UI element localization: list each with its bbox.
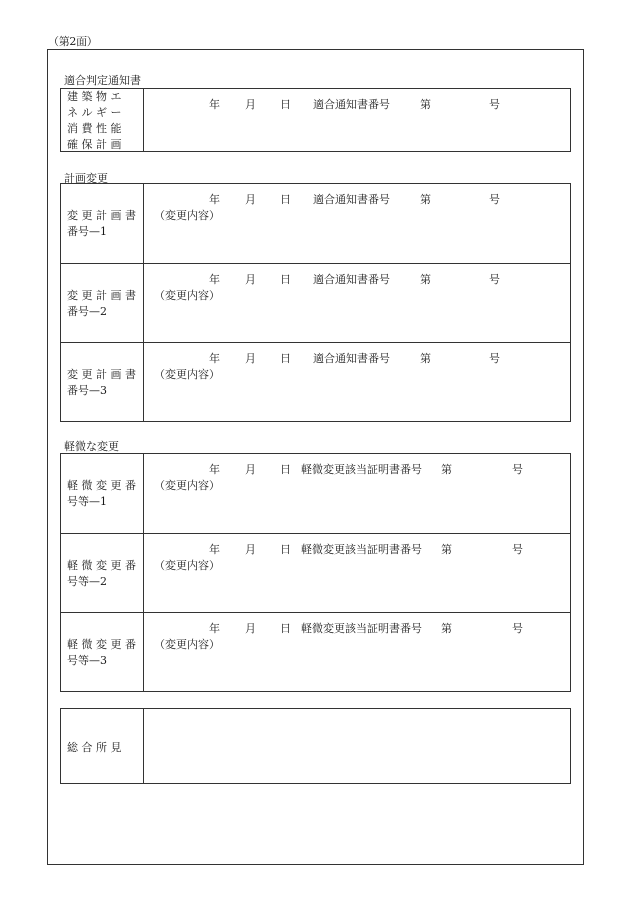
go-label: 号 xyxy=(512,543,523,556)
sogo-table xyxy=(60,708,571,784)
year-label: 年 xyxy=(209,273,220,286)
month-label: 月 xyxy=(245,98,256,111)
month-label: 月 xyxy=(245,622,256,635)
keikaku-row-label-line2: 番号—1 xyxy=(67,225,107,238)
dai-label: 第 xyxy=(420,273,431,286)
day-label: 日 xyxy=(280,273,291,286)
go-label: 号 xyxy=(489,273,500,286)
tekigo-label xyxy=(67,89,122,153)
year-label: 年 xyxy=(209,98,220,111)
year-label: 年 xyxy=(209,352,220,365)
keikaku-row-3 xyxy=(61,342,570,422)
dai-label: 第 xyxy=(420,98,431,111)
tekigo-label-line: 確 保 計 画 xyxy=(67,138,122,151)
section-title-tekigo: 適合判定通知書 xyxy=(64,74,141,87)
tekigo-label-cell xyxy=(61,89,144,151)
go-label: 号 xyxy=(512,622,523,635)
day-label: 日 xyxy=(280,98,291,111)
change-content-label: （変更内容） xyxy=(154,559,220,572)
notice-number-label: 適合通知書番号 xyxy=(313,352,390,365)
month-label: 月 xyxy=(245,352,256,365)
day-label: 日 xyxy=(280,352,291,365)
change-content-label: （変更内容） xyxy=(154,638,220,651)
tekigo-table xyxy=(60,88,571,152)
keikaku-row-label-line1: 変 更 計 画 書 xyxy=(67,209,136,222)
month-label: 月 xyxy=(245,273,256,286)
change-content-label: （変更内容） xyxy=(154,479,220,492)
keibi-row-3 xyxy=(61,612,570,692)
notice-number-label: 適合通知書番号 xyxy=(313,273,390,286)
year-label: 年 xyxy=(209,622,220,635)
dai-label: 第 xyxy=(420,352,431,365)
keikaku-row-label xyxy=(67,367,136,399)
keibi-row-label-line2: 号等—2 xyxy=(67,575,107,588)
tekigo-label-line: 消 費 性 能 xyxy=(67,122,122,135)
tekigo-label-line: ネ ル ギ ー xyxy=(67,106,122,119)
keikaku-row-label xyxy=(67,288,136,320)
keibi-row-label xyxy=(67,558,136,590)
day-label: 日 xyxy=(280,543,291,556)
keibi-row-2 xyxy=(61,533,570,613)
keibi-row-label-line1: 軽 微 変 更 番 xyxy=(67,479,136,492)
keibi-row-label-line1: 軽 微 変 更 番 xyxy=(67,638,136,651)
keibi-row-label-line2: 号等—1 xyxy=(67,495,107,508)
certificate-number-label: 軽微変更該当証明書番号 xyxy=(301,543,422,556)
day-label: 日 xyxy=(280,193,291,206)
keibi-row-label-line2: 号等—3 xyxy=(67,654,107,667)
go-label: 号 xyxy=(489,193,500,206)
keibi-row-1 xyxy=(61,454,570,534)
keibi-table xyxy=(60,453,571,692)
day-label: 日 xyxy=(280,622,291,635)
month-label: 月 xyxy=(245,463,256,476)
year-label: 年 xyxy=(209,543,220,556)
keikaku-row-2 xyxy=(61,263,570,343)
notice-number-label: 適合通知書番号 xyxy=(313,98,390,111)
keikaku-row-label-line2: 番号—3 xyxy=(67,384,107,397)
dai-label: 第 xyxy=(441,622,452,635)
keikaku-row-label-line1: 変 更 計 画 書 xyxy=(67,289,136,302)
sogo-label: 総 合 所 見 xyxy=(67,741,122,754)
change-content-label: （変更内容） xyxy=(154,209,220,222)
change-content-label: （変更内容） xyxy=(154,289,220,302)
go-label: 号 xyxy=(489,98,500,111)
keikaku-row-label-line2: 番号—2 xyxy=(67,305,107,318)
sogo-label-cell xyxy=(61,709,144,783)
certificate-number-label: 軽微変更該当証明書番号 xyxy=(301,463,422,476)
dai-label: 第 xyxy=(420,193,431,206)
keikaku-row-label xyxy=(67,208,136,240)
go-label: 号 xyxy=(512,463,523,476)
keibi-row-label xyxy=(67,478,136,510)
keikaku-table xyxy=(60,183,571,422)
section-title-keibi: 軽微な変更 xyxy=(64,440,119,453)
dai-label: 第 xyxy=(441,463,452,476)
change-content-label: （変更内容） xyxy=(154,368,220,381)
page-label: （第2面） xyxy=(48,35,98,48)
dai-label: 第 xyxy=(441,543,452,556)
keikaku-row-label-line1: 変 更 計 画 書 xyxy=(67,368,136,381)
month-label: 月 xyxy=(245,543,256,556)
go-label: 号 xyxy=(489,352,500,365)
section-title-keikaku: 計画変更 xyxy=(64,172,108,185)
notice-number-label: 適合通知書番号 xyxy=(313,193,390,206)
keikaku-row-1 xyxy=(61,184,570,264)
keibi-row-label xyxy=(67,637,136,669)
year-label: 年 xyxy=(209,463,220,476)
day-label: 日 xyxy=(280,463,291,476)
certificate-number-label: 軽微変更該当証明書番号 xyxy=(301,622,422,635)
month-label: 月 xyxy=(245,193,256,206)
tekigo-label-line: 建 築 物 エ xyxy=(67,90,122,103)
keibi-row-label-line1: 軽 微 変 更 番 xyxy=(67,559,136,572)
year-label: 年 xyxy=(209,193,220,206)
